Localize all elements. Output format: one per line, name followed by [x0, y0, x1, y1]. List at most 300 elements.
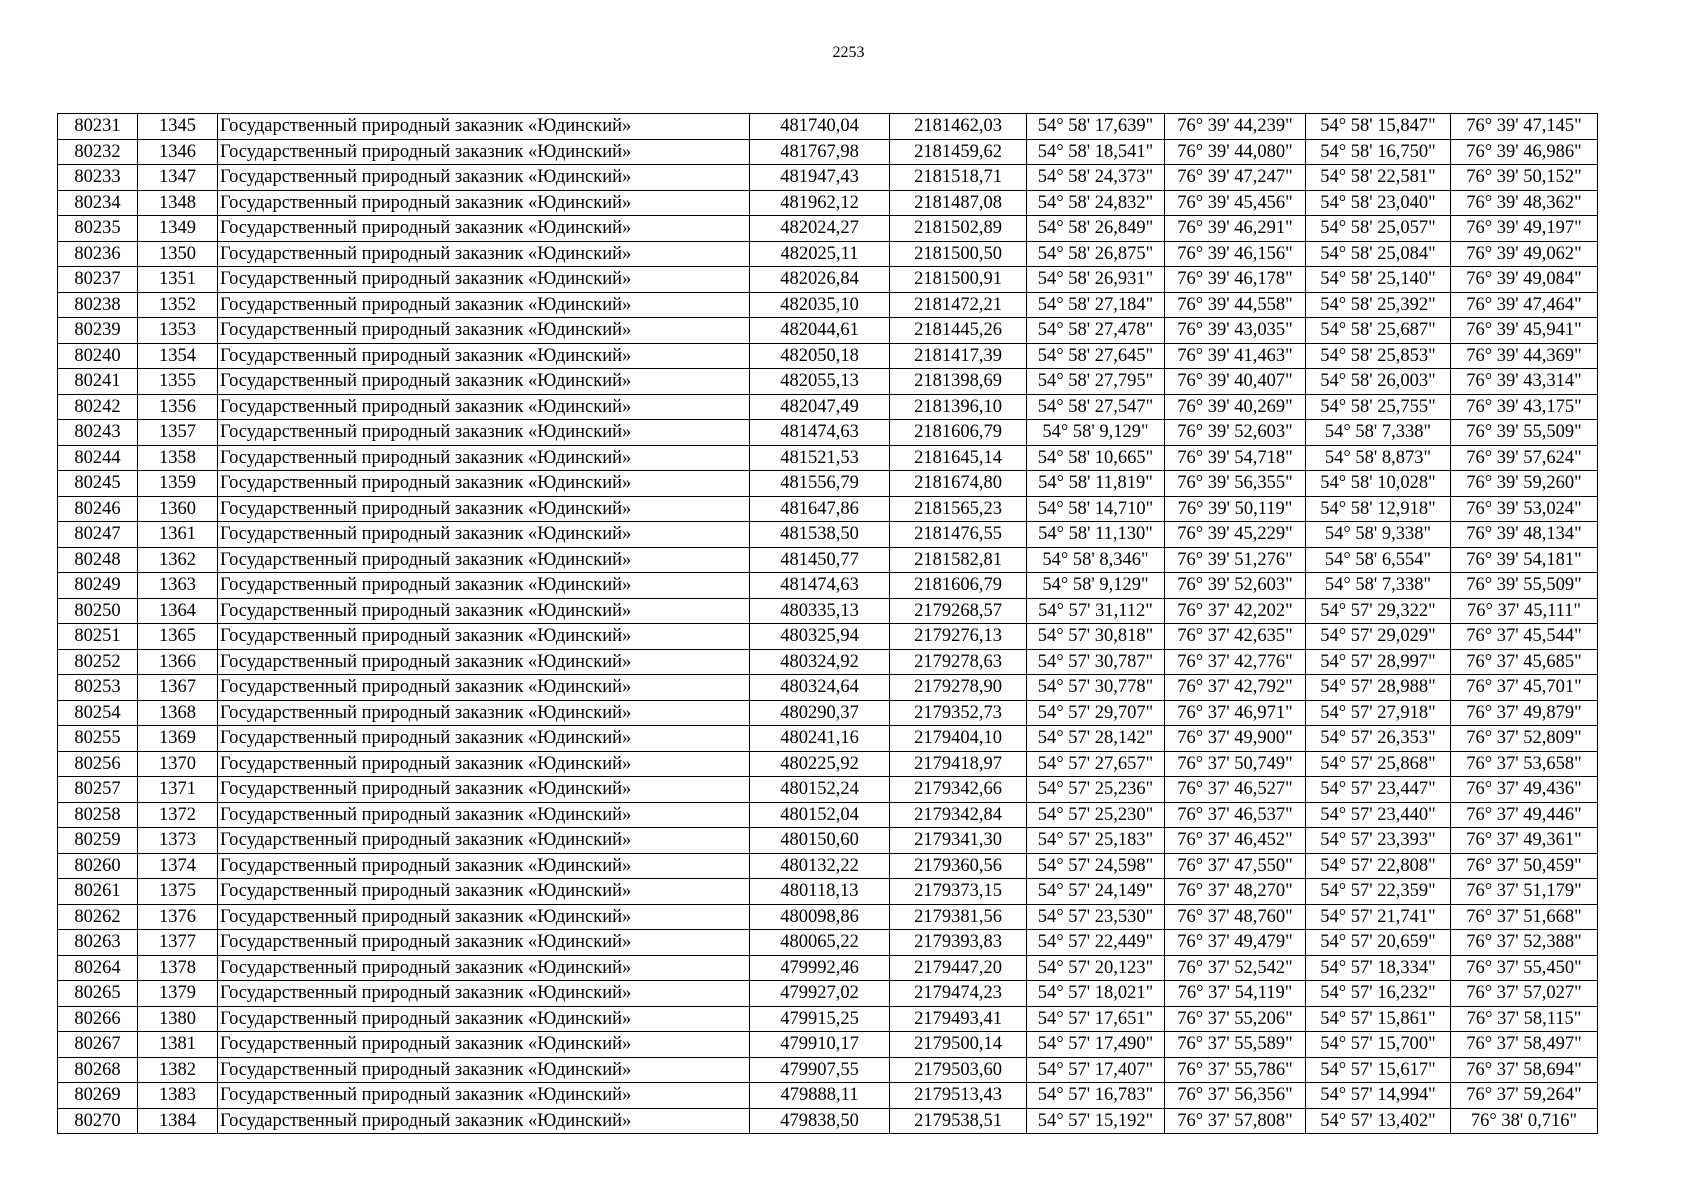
cell-coord-y: 2181645,14 — [890, 445, 1027, 471]
cell-coord-y: 2181606,79 — [890, 573, 1027, 599]
cell-coord-x: 479915,25 — [750, 1006, 890, 1032]
cell-latitude-b: 54° 57' 18,334" — [1306, 955, 1451, 981]
cell-point-number: 1382 — [138, 1057, 218, 1083]
cell-longitude-b: 76° 39' 45,941" — [1451, 318, 1598, 344]
cell-longitude-b: 76° 37' 55,450" — [1451, 955, 1598, 981]
cell-point-number: 1375 — [138, 879, 218, 905]
cell-longitude-a: 76° 39' 45,229" — [1165, 522, 1306, 548]
cell-latitude-a: 54° 57' 17,490" — [1027, 1032, 1165, 1058]
cell-row-number: 80267 — [58, 1032, 138, 1058]
cell-longitude-a: 76° 37' 55,206" — [1165, 1006, 1306, 1032]
cell-row-number: 80258 — [58, 802, 138, 828]
table-row — [58, 879, 1598, 905]
cell-point-number: 1345 — [138, 114, 218, 140]
cell-row-number: 80251 — [58, 624, 138, 650]
cell-longitude-b: 76° 39' 55,509" — [1451, 420, 1598, 446]
cell-row-number: 80231 — [58, 114, 138, 140]
cell-latitude-a: 54° 57' 27,657" — [1027, 751, 1165, 777]
cell-territory-name: Государственный природный заказник «Юдинский» — [218, 751, 750, 777]
cell-latitude-a: 54° 58' 11,819" — [1027, 471, 1165, 497]
cell-point-number: 1378 — [138, 955, 218, 981]
cell-row-number: 80242 — [58, 394, 138, 420]
cell-row-number: 80237 — [58, 267, 138, 293]
table-row — [58, 853, 1598, 879]
cell-latitude-a: 54° 57' 25,183" — [1027, 828, 1165, 854]
table-row — [58, 981, 1598, 1007]
cell-coord-y: 2181674,80 — [890, 471, 1027, 497]
cell-latitude-a: 54° 57' 22,449" — [1027, 930, 1165, 956]
table-row — [58, 190, 1598, 216]
cell-longitude-b: 76° 37' 49,446" — [1451, 802, 1598, 828]
cell-latitude-b: 54° 58' 12,918" — [1306, 496, 1451, 522]
cell-longitude-b: 76° 39' 43,175" — [1451, 394, 1598, 420]
cell-coord-x: 481740,04 — [750, 114, 890, 140]
cell-row-number: 80268 — [58, 1057, 138, 1083]
cell-coord-y: 2179381,56 — [890, 904, 1027, 930]
cell-longitude-b: 76° 37' 51,668" — [1451, 904, 1598, 930]
cell-coord-y: 2179474,23 — [890, 981, 1027, 1007]
cell-coord-y: 2181445,26 — [890, 318, 1027, 344]
table-row — [58, 802, 1598, 828]
cell-latitude-a: 54° 57' 17,651" — [1027, 1006, 1165, 1032]
table-row — [58, 318, 1598, 344]
table-row — [58, 726, 1598, 752]
cell-longitude-b: 76° 37' 49,361" — [1451, 828, 1598, 854]
cell-coord-x: 480225,92 — [750, 751, 890, 777]
cell-point-number: 1348 — [138, 190, 218, 216]
cell-latitude-b: 54° 57' 13,402" — [1306, 1108, 1451, 1134]
cell-latitude-a: 54° 57' 25,236" — [1027, 777, 1165, 803]
cell-longitude-b: 76° 39' 43,314" — [1451, 369, 1598, 395]
cell-coord-y: 2179278,90 — [890, 675, 1027, 701]
cell-longitude-b: 76° 39' 59,260" — [1451, 471, 1598, 497]
cell-row-number: 80266 — [58, 1006, 138, 1032]
cell-longitude-a: 76° 39' 44,558" — [1165, 292, 1306, 318]
cell-coord-y: 2181459,62 — [890, 139, 1027, 165]
cell-longitude-a: 76° 39' 51,276" — [1165, 547, 1306, 573]
cell-row-number: 80256 — [58, 751, 138, 777]
cell-point-number: 1364 — [138, 598, 218, 624]
cell-latitude-b: 54° 57' 29,029" — [1306, 624, 1451, 650]
cell-point-number: 1346 — [138, 139, 218, 165]
cell-point-number: 1361 — [138, 522, 218, 548]
cell-coord-y: 2179342,84 — [890, 802, 1027, 828]
cell-longitude-b: 76° 37' 58,497" — [1451, 1032, 1598, 1058]
cell-point-number: 1356 — [138, 394, 218, 420]
cell-coord-y: 2181565,23 — [890, 496, 1027, 522]
cell-coord-x: 482044,61 — [750, 318, 890, 344]
table-row — [58, 547, 1598, 573]
cell-row-number: 80244 — [58, 445, 138, 471]
cell-row-number: 80243 — [58, 420, 138, 446]
cell-territory-name: Государственный природный заказник «Юдинский» — [218, 675, 750, 701]
cell-point-number: 1362 — [138, 547, 218, 573]
cell-latitude-a: 54° 58' 26,849" — [1027, 216, 1165, 242]
cell-longitude-b: 76° 37' 45,685" — [1451, 649, 1598, 675]
cell-latitude-b: 54° 58' 25,755" — [1306, 394, 1451, 420]
cell-latitude-b: 54° 58' 9,338" — [1306, 522, 1451, 548]
cell-latitude-b: 54° 58' 10,028" — [1306, 471, 1451, 497]
cell-point-number: 1383 — [138, 1083, 218, 1109]
coordinates-table — [57, 113, 1598, 1134]
cell-point-number: 1351 — [138, 267, 218, 293]
cell-territory-name: Государственный природный заказник «Юдинский» — [218, 165, 750, 191]
cell-coord-y: 2181472,21 — [890, 292, 1027, 318]
cell-longitude-b: 76° 39' 50,152" — [1451, 165, 1598, 191]
cell-latitude-b: 54° 57' 15,861" — [1306, 1006, 1451, 1032]
cell-coord-y: 2181476,55 — [890, 522, 1027, 548]
cell-longitude-a: 76° 39' 54,718" — [1165, 445, 1306, 471]
cell-longitude-a: 76° 37' 46,537" — [1165, 802, 1306, 828]
cell-territory-name: Государственный природный заказник «Юдинский» — [218, 267, 750, 293]
cell-territory-name: Государственный природный заказник «Юдинский» — [218, 369, 750, 395]
cell-territory-name: Государственный природный заказник «Юдинский» — [218, 955, 750, 981]
cell-coord-y: 2181500,91 — [890, 267, 1027, 293]
cell-longitude-b: 76° 38' 0,716" — [1451, 1108, 1598, 1134]
cell-latitude-b: 54° 57' 28,988" — [1306, 675, 1451, 701]
cell-territory-name: Государственный природный заказник «Юдинский» — [218, 1057, 750, 1083]
cell-longitude-a: 76° 37' 57,808" — [1165, 1108, 1306, 1134]
cell-latitude-a: 54° 58' 27,478" — [1027, 318, 1165, 344]
cell-longitude-a: 76° 37' 49,479" — [1165, 930, 1306, 956]
cell-latitude-b: 54° 57' 26,353" — [1306, 726, 1451, 752]
cell-longitude-a: 76° 37' 46,971" — [1165, 700, 1306, 726]
cell-coord-y: 2181462,03 — [890, 114, 1027, 140]
cell-coord-y: 2179268,57 — [890, 598, 1027, 624]
cell-coord-x: 482024,27 — [750, 216, 890, 242]
cell-latitude-b: 54° 57' 22,808" — [1306, 853, 1451, 879]
cell-longitude-a: 76° 37' 42,776" — [1165, 649, 1306, 675]
cell-point-number: 1355 — [138, 369, 218, 395]
cell-longitude-b: 76° 37' 52,809" — [1451, 726, 1598, 752]
cell-latitude-b: 54° 58' 25,392" — [1306, 292, 1451, 318]
cell-coord-x: 482055,13 — [750, 369, 890, 395]
cell-point-number: 1371 — [138, 777, 218, 803]
cell-longitude-a: 76° 37' 49,900" — [1165, 726, 1306, 752]
cell-coord-x: 481538,50 — [750, 522, 890, 548]
table-row — [58, 445, 1598, 471]
cell-territory-name: Государственный природный заказник «Юдинский» — [218, 216, 750, 242]
cell-coord-x: 480065,22 — [750, 930, 890, 956]
cell-territory-name: Государственный природный заказник «Юдинский» — [218, 700, 750, 726]
cell-point-number: 1369 — [138, 726, 218, 752]
cell-longitude-b: 76° 37' 58,115" — [1451, 1006, 1598, 1032]
cell-row-number: 80240 — [58, 343, 138, 369]
table-row — [58, 165, 1598, 191]
cell-point-number: 1359 — [138, 471, 218, 497]
cell-latitude-a: 54° 57' 16,783" — [1027, 1083, 1165, 1109]
cell-longitude-b: 76° 39' 54,181" — [1451, 547, 1598, 573]
cell-row-number: 80246 — [58, 496, 138, 522]
cell-coord-y: 2179538,51 — [890, 1108, 1027, 1134]
cell-row-number: 80233 — [58, 165, 138, 191]
cell-longitude-b: 76° 37' 57,027" — [1451, 981, 1598, 1007]
cell-coord-y: 2179276,13 — [890, 624, 1027, 650]
cell-territory-name: Государственный природный заказник «Юдинский» — [218, 930, 750, 956]
cell-territory-name: Государственный природный заказник «Юдинский» — [218, 190, 750, 216]
table-row — [58, 114, 1598, 140]
cell-row-number: 80239 — [58, 318, 138, 344]
cell-coord-y: 2181487,08 — [890, 190, 1027, 216]
cell-latitude-b: 54° 57' 21,741" — [1306, 904, 1451, 930]
cell-row-number: 80247 — [58, 522, 138, 548]
cell-territory-name: Государственный природный заказник «Юдинский» — [218, 573, 750, 599]
cell-point-number: 1353 — [138, 318, 218, 344]
cell-point-number: 1372 — [138, 802, 218, 828]
cell-longitude-a: 76° 37' 42,202" — [1165, 598, 1306, 624]
cell-point-number: 1370 — [138, 751, 218, 777]
cell-coord-y: 2179404,10 — [890, 726, 1027, 752]
cell-row-number: 80249 — [58, 573, 138, 599]
cell-coord-x: 481450,77 — [750, 547, 890, 573]
cell-coord-x: 481474,63 — [750, 573, 890, 599]
table-row — [58, 573, 1598, 599]
cell-latitude-b: 54° 58' 25,687" — [1306, 318, 1451, 344]
cell-coord-x: 479907,55 — [750, 1057, 890, 1083]
cell-latitude-b: 54° 58' 7,338" — [1306, 420, 1451, 446]
cell-latitude-a: 54° 57' 30,787" — [1027, 649, 1165, 675]
cell-latitude-a: 54° 57' 28,142" — [1027, 726, 1165, 752]
table-row — [58, 420, 1598, 446]
cell-latitude-b: 54° 57' 15,617" — [1306, 1057, 1451, 1083]
cell-row-number: 80245 — [58, 471, 138, 497]
cell-row-number: 80262 — [58, 904, 138, 930]
cell-coord-y: 2181417,39 — [890, 343, 1027, 369]
cell-latitude-a: 54° 57' 30,818" — [1027, 624, 1165, 650]
cell-coord-x: 481947,43 — [750, 165, 890, 191]
table-row — [58, 139, 1598, 165]
cell-coord-y: 2179341,30 — [890, 828, 1027, 854]
cell-latitude-a: 54° 57' 17,407" — [1027, 1057, 1165, 1083]
cell-coord-y: 2179493,41 — [890, 1006, 1027, 1032]
cell-coord-y: 2179342,66 — [890, 777, 1027, 803]
cell-row-number: 80264 — [58, 955, 138, 981]
cell-coord-x: 481767,98 — [750, 139, 890, 165]
cell-coord-x: 480290,37 — [750, 700, 890, 726]
cell-coord-y: 2181502,89 — [890, 216, 1027, 242]
cell-territory-name: Государственный природный заказник «Юдинский» — [218, 1006, 750, 1032]
cell-coord-x: 482047,49 — [750, 394, 890, 420]
cell-longitude-b: 76° 39' 44,369" — [1451, 343, 1598, 369]
cell-coord-y: 2179278,63 — [890, 649, 1027, 675]
cell-latitude-b: 54° 58' 25,084" — [1306, 241, 1451, 267]
page-number: 2253 — [832, 44, 865, 61]
cell-latitude-b: 54° 58' 8,873" — [1306, 445, 1451, 471]
cell-coord-x: 480150,60 — [750, 828, 890, 854]
cell-point-number: 1357 — [138, 420, 218, 446]
cell-latitude-b: 54° 58' 15,847" — [1306, 114, 1451, 140]
cell-coord-x: 480132,22 — [750, 853, 890, 879]
cell-row-number: 80257 — [58, 777, 138, 803]
cell-territory-name: Государственный природный заказник «Юдинский» — [218, 471, 750, 497]
cell-latitude-a: 54° 57' 29,707" — [1027, 700, 1165, 726]
cell-point-number: 1354 — [138, 343, 218, 369]
cell-longitude-a: 76° 39' 56,355" — [1165, 471, 1306, 497]
table-row — [58, 700, 1598, 726]
cell-longitude-b: 76° 37' 53,658" — [1451, 751, 1598, 777]
cell-row-number: 80241 — [58, 369, 138, 395]
cell-row-number: 80238 — [58, 292, 138, 318]
cell-coord-y: 2179393,83 — [890, 930, 1027, 956]
cell-territory-name: Государственный природный заказник «Юдинский» — [218, 318, 750, 344]
cell-row-number: 80255 — [58, 726, 138, 752]
cell-latitude-a: 54° 58' 27,547" — [1027, 394, 1165, 420]
cell-row-number: 80261 — [58, 879, 138, 905]
cell-longitude-a: 76° 37' 42,792" — [1165, 675, 1306, 701]
cell-latitude-b: 54° 57' 22,359" — [1306, 879, 1451, 905]
cell-point-number: 1349 — [138, 216, 218, 242]
cell-row-number: 80263 — [58, 930, 138, 956]
cell-longitude-a: 76° 39' 46,291" — [1165, 216, 1306, 242]
cell-latitude-a: 54° 58' 11,130" — [1027, 522, 1165, 548]
table-row — [58, 955, 1598, 981]
cell-coord-y: 2181396,10 — [890, 394, 1027, 420]
cell-latitude-a: 54° 57' 15,192" — [1027, 1108, 1165, 1134]
table-row — [58, 241, 1598, 267]
cell-longitude-a: 76° 39' 50,119" — [1165, 496, 1306, 522]
cell-longitude-a: 76° 39' 40,269" — [1165, 394, 1306, 420]
cell-point-number: 1366 — [138, 649, 218, 675]
cell-latitude-a: 54° 58' 9,129" — [1027, 420, 1165, 446]
cell-row-number: 80270 — [58, 1108, 138, 1134]
cell-coord-y: 2179352,73 — [890, 700, 1027, 726]
cell-longitude-a: 76° 39' 46,178" — [1165, 267, 1306, 293]
cell-coord-x: 480152,24 — [750, 777, 890, 803]
cell-latitude-b: 54° 58' 16,750" — [1306, 139, 1451, 165]
cell-longitude-a: 76° 37' 55,786" — [1165, 1057, 1306, 1083]
table-row — [58, 267, 1598, 293]
cell-longitude-a: 76° 39' 47,247" — [1165, 165, 1306, 191]
cell-longitude-b: 76° 39' 55,509" — [1451, 573, 1598, 599]
cell-longitude-b: 76° 37' 45,544" — [1451, 624, 1598, 650]
cell-latitude-a: 54° 57' 30,778" — [1027, 675, 1165, 701]
table-row — [58, 675, 1598, 701]
cell-territory-name: Государственный природный заказник «Юдинский» — [218, 828, 750, 854]
cell-coord-x: 479888,11 — [750, 1083, 890, 1109]
cell-point-number: 1381 — [138, 1032, 218, 1058]
cell-longitude-b: 76° 37' 51,179" — [1451, 879, 1598, 905]
cell-latitude-b: 54° 58' 26,003" — [1306, 369, 1451, 395]
cell-coord-x: 479910,17 — [750, 1032, 890, 1058]
cell-longitude-b: 76° 37' 50,459" — [1451, 853, 1598, 879]
cell-longitude-b: 76° 39' 48,362" — [1451, 190, 1598, 216]
cell-point-number: 1379 — [138, 981, 218, 1007]
cell-latitude-b: 54° 58' 25,853" — [1306, 343, 1451, 369]
table-row — [58, 1108, 1598, 1134]
cell-coord-y: 2181606,79 — [890, 420, 1027, 446]
cell-longitude-a: 76° 37' 47,550" — [1165, 853, 1306, 879]
cell-territory-name: Государственный природный заказник «Юдинский» — [218, 598, 750, 624]
cell-row-number: 80235 — [58, 216, 138, 242]
cell-longitude-b: 76° 39' 57,624" — [1451, 445, 1598, 471]
table-row — [58, 904, 1598, 930]
cell-coord-x: 480118,13 — [750, 879, 890, 905]
cell-territory-name: Государственный природный заказник «Юдинский» — [218, 802, 750, 828]
cell-territory-name: Государственный природный заказник «Юдинский» — [218, 547, 750, 573]
cell-coord-y: 2179500,14 — [890, 1032, 1027, 1058]
cell-longitude-a: 76° 39' 45,456" — [1165, 190, 1306, 216]
cell-latitude-b: 54° 58' 23,040" — [1306, 190, 1451, 216]
cell-point-number: 1363 — [138, 573, 218, 599]
cell-coord-y: 2179513,43 — [890, 1083, 1027, 1109]
cell-territory-name: Государственный природный заказник «Юдинский» — [218, 522, 750, 548]
cell-point-number: 1352 — [138, 292, 218, 318]
cell-point-number: 1376 — [138, 904, 218, 930]
cell-coord-x: 482035,10 — [750, 292, 890, 318]
cell-territory-name: Государственный природный заказник «Юдинский» — [218, 904, 750, 930]
cell-longitude-a: 76° 39' 43,035" — [1165, 318, 1306, 344]
table-row — [58, 1032, 1598, 1058]
cell-territory-name: Государственный природный заказник «Юдинский» — [218, 777, 750, 803]
cell-longitude-b: 76° 37' 58,694" — [1451, 1057, 1598, 1083]
cell-row-number: 80265 — [58, 981, 138, 1007]
cell-latitude-b: 54° 57' 23,440" — [1306, 802, 1451, 828]
cell-coord-x: 479838,50 — [750, 1108, 890, 1134]
cell-coord-x: 482025,11 — [750, 241, 890, 267]
cell-coord-x: 480335,13 — [750, 598, 890, 624]
cell-coord-x: 481556,79 — [750, 471, 890, 497]
cell-territory-name: Государственный природный заказник «Юдинский» — [218, 445, 750, 471]
cell-longitude-a: 76° 37' 42,635" — [1165, 624, 1306, 650]
cell-row-number: 80259 — [58, 828, 138, 854]
cell-latitude-b: 54° 58' 25,057" — [1306, 216, 1451, 242]
cell-longitude-b: 76° 37' 49,879" — [1451, 700, 1598, 726]
cell-coord-y: 2179360,56 — [890, 853, 1027, 879]
cell-coord-y: 2181582,81 — [890, 547, 1027, 573]
cell-longitude-a: 76° 39' 44,239" — [1165, 114, 1306, 140]
cell-longitude-a: 76° 37' 48,760" — [1165, 904, 1306, 930]
cell-latitude-b: 54° 57' 25,868" — [1306, 751, 1451, 777]
cell-latitude-a: 54° 58' 27,795" — [1027, 369, 1165, 395]
cell-longitude-a: 76° 37' 48,270" — [1165, 879, 1306, 905]
cell-territory-name: Государственный природный заказник «Юдинский» — [218, 879, 750, 905]
cell-latitude-a: 54° 57' 23,530" — [1027, 904, 1165, 930]
table-row — [58, 649, 1598, 675]
cell-longitude-b: 76° 39' 48,134" — [1451, 522, 1598, 548]
cell-longitude-a: 76° 39' 46,156" — [1165, 241, 1306, 267]
cell-latitude-b: 54° 58' 22,581" — [1306, 165, 1451, 191]
cell-row-number: 80236 — [58, 241, 138, 267]
cell-row-number: 80254 — [58, 700, 138, 726]
cell-territory-name: Государственный природный заказник «Юдинский» — [218, 114, 750, 140]
cell-latitude-b: 54° 57' 14,994" — [1306, 1083, 1451, 1109]
cell-latitude-a: 54° 57' 31,112" — [1027, 598, 1165, 624]
cell-coord-x: 479927,02 — [750, 981, 890, 1007]
table-row — [58, 598, 1598, 624]
cell-latitude-a: 54° 57' 18,021" — [1027, 981, 1165, 1007]
cell-latitude-b: 54° 57' 29,322" — [1306, 598, 1451, 624]
cell-longitude-a: 76° 37' 55,589" — [1165, 1032, 1306, 1058]
cell-coord-y: 2179418,97 — [890, 751, 1027, 777]
cell-coord-x: 481647,86 — [750, 496, 890, 522]
cell-longitude-a: 76° 39' 52,603" — [1165, 420, 1306, 446]
cell-latitude-b: 54° 57' 20,659" — [1306, 930, 1451, 956]
cell-latitude-b: 54° 58' 6,554" — [1306, 547, 1451, 573]
cell-latitude-a: 54° 58' 9,129" — [1027, 573, 1165, 599]
cell-territory-name: Государственный природный заказник «Юдинский» — [218, 624, 750, 650]
cell-territory-name: Государственный природный заказник «Юдинский» — [218, 496, 750, 522]
cell-coord-x: 480241,16 — [750, 726, 890, 752]
table-row — [58, 216, 1598, 242]
cell-row-number: 80252 — [58, 649, 138, 675]
cell-longitude-a: 76° 39' 40,407" — [1165, 369, 1306, 395]
cell-point-number: 1374 — [138, 853, 218, 879]
cell-longitude-a: 76° 37' 54,119" — [1165, 981, 1306, 1007]
cell-territory-name: Государственный природный заказник «Юдинский» — [218, 420, 750, 446]
cell-longitude-b: 76° 39' 46,986" — [1451, 139, 1598, 165]
cell-latitude-a: 54° 58' 17,639" — [1027, 114, 1165, 140]
table-row — [58, 624, 1598, 650]
